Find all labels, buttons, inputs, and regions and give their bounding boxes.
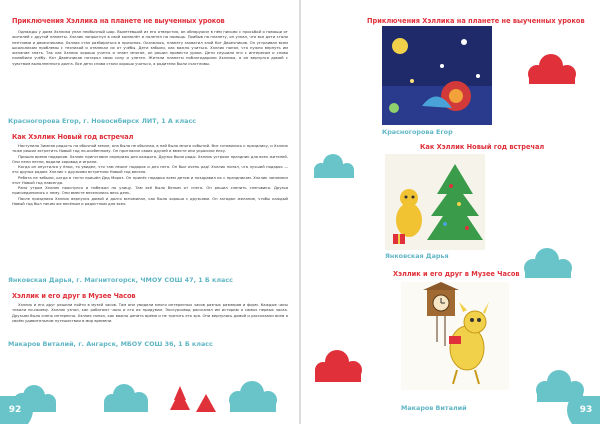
paragraph: Ребята не забыли, когда в гости пришёл Дед Мороз. Он принёс подарки всем детям и поздравил их с праздником. Хэллик запомнил этот Новый год навсегда. — [12, 175, 288, 185]
picture-caption-3: Макаров Виталий — [401, 404, 467, 412]
paragraph: Наступила Зимняя радость на обычной земле, она была не обычная, в ней было много событий. Все готовились к празднику, и Хэллик тоже решил встретить Новый год по-особенному. Он пригласил своих друзей и вместе они украсили ёлку. — [12, 144, 288, 154]
section-body-3 — [12, 303, 288, 324]
page-number: 92 — [8, 405, 22, 415]
picture-title-1: Приключения Хэллика на планете не выученных уроков — [367, 17, 585, 25]
section-title-2: Как Хэллик Новый год встречал — [12, 133, 134, 141]
paragraph: Пришло время подарков. Хэллик приготовил сюрпризы для каждого. Друзья были рады. Хэллик устроил праздник для всех жителей. Они пели песни, водили хоровод и играли. — [12, 154, 288, 164]
author-2: Янковская Дарья, г. Магнитогорск, ЧМОУ СОШ 47, 1 Б класс — [8, 276, 233, 284]
page-number: 93 — [579, 405, 593, 415]
paragraph: Хэллик и его друг решили пойти в музей часов. Там они увидели много интересных часов разных размеров и форм. Каждые часы тикали по-своему. Хэллик узнал, как работают часы и кто их придумал. Экскурсовод рассказал им историю о самых первых часах. Друзьям было очень интересно. Хэллик понял, как важно ценить время и не тратить его зря. Они вернулись домой и рассказали всем о своём удивительном путешествии в мир времени. — [12, 303, 288, 323]
paragraph: Когда он опустился у ёлки, то увидел, что там лежит подарок и для него. Он был очень рад! Хэллик понял, что лучший подарок — это друзья рядом. Хэллик с друзьями встретили Новый год весело. — [12, 165, 288, 175]
section-title-3: Хэллик и его друг в Музее Часов — [12, 292, 136, 300]
paragraph: После праздника Хэллик вернулся домой и долго вспоминал, как было хорошо с друзьями. Он загадал желание, чтобы каждый Новый год был таким же весёлым и радостным для всех. — [12, 196, 288, 206]
picture-caption-2: Янковская Дарья — [385, 252, 449, 260]
clouds-decoration — [0, 350, 299, 424]
author-1: Красногорова Егор, г. Новосибирск ЛИТ, 1 А класс — [8, 117, 197, 125]
author-3: Макаров Виталий, г. Ангарск, МБОУ СОШ 36, 1 Б класс — [8, 340, 213, 348]
section-body-1 — [12, 30, 288, 67]
picture-caption-1: Красногорова Егор — [382, 128, 453, 136]
section-title-1: Приключения Хэллика на планете не выученных уроков — [12, 17, 225, 25]
picture-title-2: Как Хэллик Новый год встречал — [420, 143, 545, 151]
picture-title-3: Хэллик и его друг в Музее Часов — [393, 270, 520, 278]
paragraph: Рано утром Хэллик проснулся и побежал на улицу. Там всё было белым от снега. Он решил слепить снеговика. Друзья присоединились к нему. Они вместе веселились весь день. — [12, 186, 288, 196]
clouds-decoration-right — [301, 0, 600, 424]
section-body-2 — [12, 144, 288, 207]
page-right — [301, 0, 600, 424]
page-left — [0, 0, 299, 424]
paragraph: Однажды у дома Хэллика упал необычный шар. Вылетевший из его отверстия, он обнаружил в нём письмо с просьбой о помощи от жителей с другой планеты. Хэллик запрыгнул в свой космолёт и полетел на помощь. Прибыв на планету, он узнал, что все дети стали лентяями и двоечниками. Хэллик стал разбираться в причинах. Оказалось, планету захватил злой Кот Двоечников. Он устраивал всем школьникам проблемы с техникой и отвлекал их от учёбы. Дети забыли, как важно учиться. Хэллик понял, что нужно вернуть им желание знать. Так как Хэллик хорошо учится и знает многое, он решил провести уроки. Дети слушали его с интересом и снова полюбили учёбу. Кот Двоечников потерял свою силу и улетел. Жители планеты поблагодарили Хэллика, а он вернулся домой с чувством выполненного долга. Все дети снова стали хорошо учиться, а родители были счастливы. — [12, 30, 288, 66]
